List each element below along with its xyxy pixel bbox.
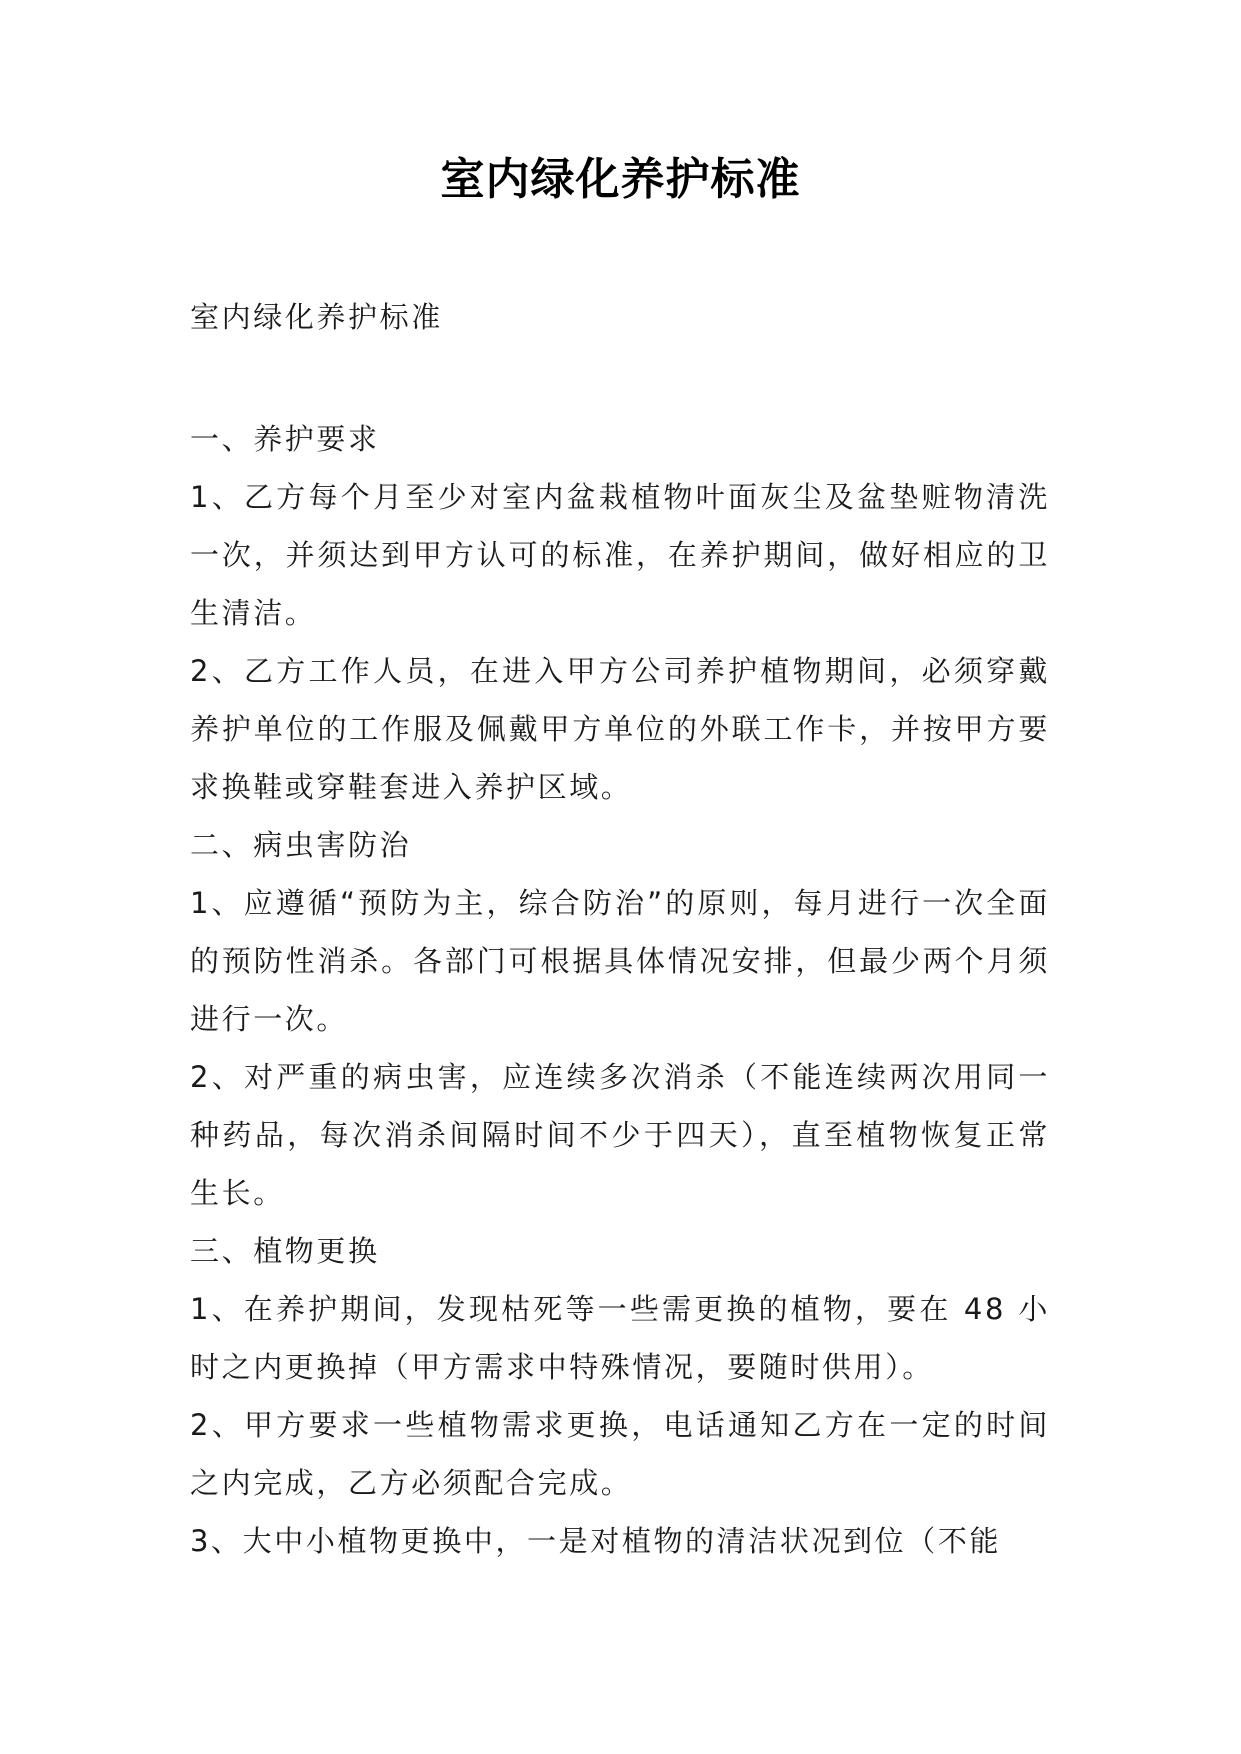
paragraph-replacement-cleanliness: 3、大中小植物更换中，一是对植物的清洁状况到位（不能 <box>190 1524 1002 1558</box>
document-subtitle: 室内绿化养护标准 <box>190 300 443 334</box>
paragraph-requested-replacement: 2、甲方要求一些植物需求更换，电话通知乙方在一定的时间之内完成，乙方必须配合完成。 <box>190 1408 1050 1500</box>
section-heading-maintenance-requirements: 一、养护要求 <box>190 422 380 456</box>
paragraph-prevention: 1、应遵循“预防为主，综合防治”的原则，每月进行一次全面的预防性消杀。各部门可根据具体情况安排，但最少两个月须进行一次。 <box>190 886 1050 1036</box>
section-heading-plant-replacement: 三、植物更换 <box>190 1234 380 1268</box>
paragraph-replace-dead-plants: 1、在养护期间，发现枯死等一些需更换的植物，要在 48 小时之内更换掉（甲方需求中特殊情况，要随时供用）。 <box>190 1292 1050 1384</box>
document-body <box>190 410 1050 1570</box>
paragraph-severe-pests: 2、对严重的病虫害，应连续多次消杀（不能连续两次用同一种药品，每次消杀间隔时间不少于四天），直至植物恢复正常生长。 <box>190 1060 1050 1210</box>
paragraph-staff-attire: 2、乙方工作人员，在进入甲方公司养护植物期间，必须穿戴养护单位的工作服及佩戴甲方单位的外联工作卡，并按甲方要求换鞋或穿鞋套进入养护区域。 <box>190 654 1050 804</box>
paragraph-cleaning: 1、乙方每个月至少对室内盆栽植物叶面灰尘及盆垫赃物清洗一次，并须达到甲方认可的标准，在养护期间，做好相应的卫生清洁。 <box>190 480 1050 630</box>
document-title: 室内绿化养护标准 <box>440 154 801 205</box>
section-heading-pest-control: 二、病虫害防治 <box>190 828 412 862</box>
